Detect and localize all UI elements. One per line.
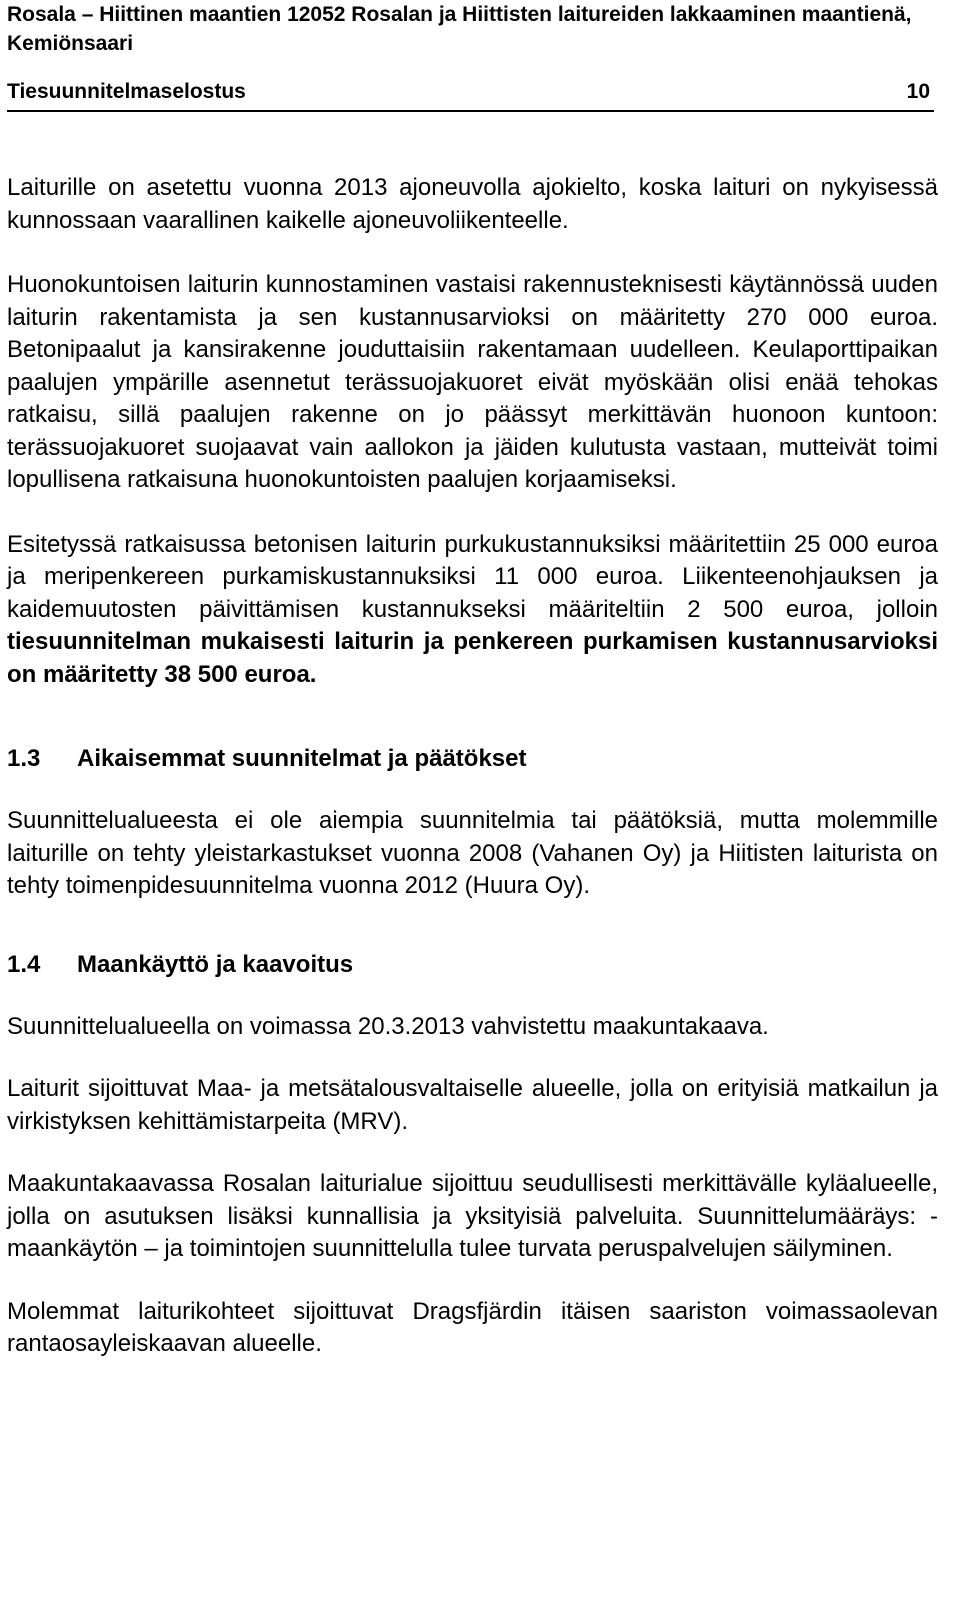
document-type: Tiesuunnitelmaselostus bbox=[7, 80, 246, 103]
page-number: 10 bbox=[906, 80, 930, 103]
paragraph-regional-plan: Suunnittelualueella on voimassa 20.3.2013 vahvistettu maakuntakaava. bbox=[7, 1012, 769, 1040]
section-number: 1.3 bbox=[7, 745, 41, 772]
paragraph-demolition-cost bbox=[7, 529, 938, 692]
paragraph-mrv-area: Laiturit sijoittuvat Maa- ja metsätalousvaltaiselle alueelle, jolla on erityisiä matkailun ja virkistyksen kehittämistarpeita (MRV). bbox=[7, 1075, 938, 1135]
paragraph-repair-cost: Huonokuntoisen laiturin kunnostaminen vastaisi rakennusteknisesti käytännössä uuden laiturin rakentamista ja sen kustannusarvioksi on määritetty 270 000 euroa. Betonipaalut ja kansirakenne jouduttaisiin rakentamaan uudelleen. Keulaporttipaikan paalujen ympärille asennetut terässuojakuoret eivät myöskään olisi enää tehokas ratkaisu, sillä paalujen rakenne on jo päässyt merkittävän huonoon kuntoon: terässuojakuoret suojaavat vain aallokon ja jäiden kulutusta vastaan, mutteivät toimi lopullisena ratkaisuna huonokuntoisten paalujen korjaamiseksi. bbox=[7, 271, 938, 493]
section-title: Aikaisemmat suunnitelmat ja päätökset bbox=[77, 745, 527, 772]
paragraph-village-area: Maakuntakaavassa Rosalan laiturialue sijoittuu seudullisesti merkittävälle kyläalueelle, jolla on asutuksen lisäksi kunnallisia ja yksityisiä palveluita. Suunnittelumääräys: - maankäytön – ja toimintojen suunnittelulla tulee turvata peruspalvelujen säilyminen. bbox=[7, 1170, 938, 1262]
paragraph-previous-plans: Suunnittelualueesta ei ole aiempia suunnitelmia tai päätöksiä, mutta molemmille laiturille on tehty yleistarkastukset vuonna 2008 (Vahanen Oy) ja Hiitisten laiturista on tehty toimenpidesuunnitelma vuonna 2012 (Huura Oy). bbox=[7, 807, 938, 899]
demolition-cost-text: Esitetyssä ratkaisussa betonisen laiturin purkukustannuksiksi määritettiin 25 000 euroa ja meripenkereen purkamiskustannuksiksi 11 000 euroa. Liikenteenohjauksen ja kaidemuutosten päivittämisen kustannukseksi määriteltiin 2 500 euroa, jolloin bbox=[7, 530, 938, 623]
header-rule-row bbox=[7, 78, 934, 112]
section-heading-1-3 bbox=[7, 743, 938, 775]
section-heading-1-4 bbox=[7, 949, 938, 981]
paragraph-shore-plan: Molemmat laiturikohteet sijoittuvat Dragsfjärdin itäisen saariston voimassaolevan rantaosayleiskaavan alueelle. bbox=[7, 1297, 938, 1357]
header-title: Rosala – Hiittinen maantien 12052 Rosalan ja Hiittisten laitureiden lakkaaminen maantienä, Kemiönsaari bbox=[7, 3, 912, 55]
paragraph-driving-ban: Laiturille on asetettu vuonna 2013 ajoneuvolla ajokielto, koska laituri on nykyisessä kunnossaan vaarallinen kaikelle ajoneuvoliikenteelle. bbox=[7, 174, 938, 234]
section-title: Maankäyttö ja kaavoitus bbox=[77, 950, 354, 978]
demolition-cost-emphasis: tiesuunnitelman mukaisesti laiturin ja penkereen purkamisen kustannusarvioksi on määritetty 38 500 euroa. bbox=[7, 628, 938, 688]
section-number: 1.4 bbox=[7, 950, 41, 978]
